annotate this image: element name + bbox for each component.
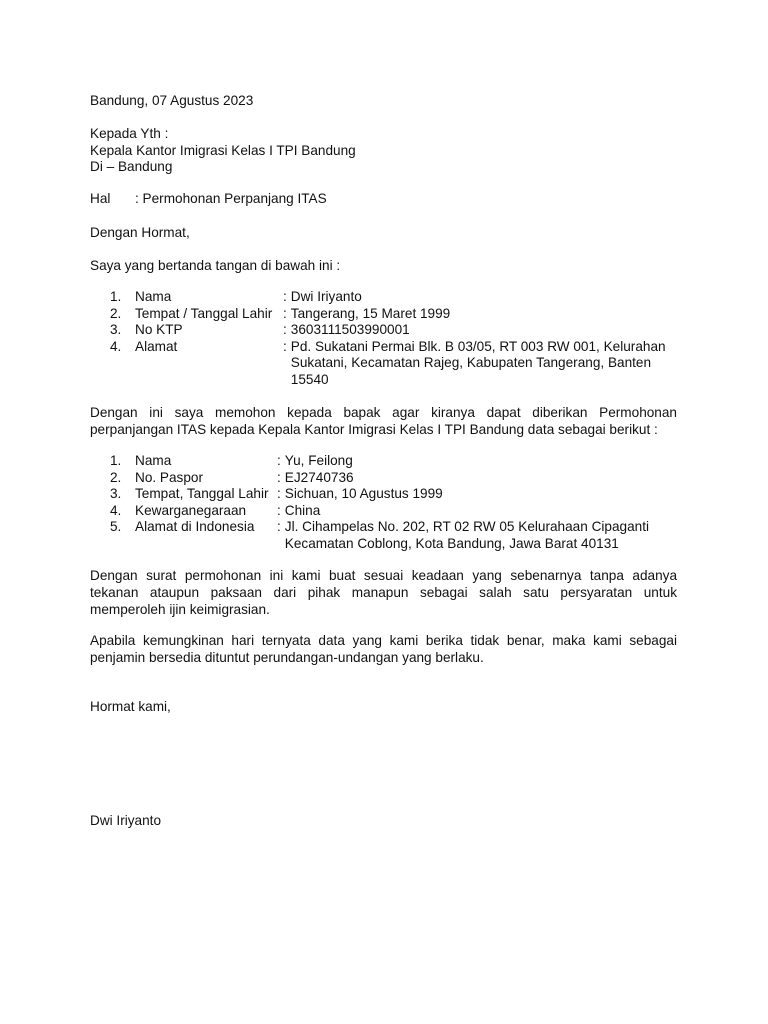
item-label: Alamat di Indonesia — [135, 519, 255, 535]
closing: Hormat kami, — [90, 699, 171, 714]
place-date: Bandung, 07 Agustus 2023 — [90, 93, 254, 108]
item-value: Dwi Iriyanto — [290, 289, 362, 304]
list-item — [110, 289, 680, 306]
recipient-location: Di – Bandung — [90, 159, 173, 174]
item-colon: : — [277, 519, 281, 535]
item-value: EJ2740736 — [284, 469, 354, 485]
item-number: 3. — [110, 486, 122, 502]
item-colon: : — [277, 502, 281, 518]
item-number: 4. — [110, 502, 122, 518]
item-colon: : — [283, 338, 287, 354]
list-item — [110, 339, 680, 389]
item-value: 3603111503990001 — [290, 322, 410, 338]
item-label: Tempat / Tanggal Lahir — [135, 305, 273, 321]
item-label: No KTP — [135, 322, 183, 338]
item-colon: : — [277, 469, 281, 485]
recipient-name: Kepala Kantor Imigrasi Kelas I TPI Bandung — [90, 143, 356, 158]
foreigner-list — [110, 453, 680, 553]
item-colon: : — [283, 289, 287, 304]
statement-paragraph: Dengan surat permohonan ini kami buat sesuai keadaan yang sebenarnya tanpa adanya tekanan ataupun paksaan dari pihak manapun sebagai salah satu persyaratan untuk memperoleh ijin keimigrasian. — [90, 568, 677, 617]
applicant-list — [110, 289, 680, 389]
item-label: No. Paspor — [135, 469, 204, 485]
request-paragraph: Dengan ini saya memohon kepada bapak agar kiranya dapat diberikan Permohonan perpanjangan ITAS kepada Kepala Kantor Imigrasi Kelas I TPI Bandung data sebagai berikut : — [90, 405, 677, 437]
item-colon: : — [277, 486, 281, 502]
guarantee-paragraph: Apabila kemungkinan hari ternyata data yang kami berika tidak benar, maka kami sebagai penjamin bersedia dituntut perundangan-undangan yang berlaku. — [90, 633, 677, 665]
list-item — [110, 519, 680, 552]
list-item — [110, 306, 680, 323]
item-value: Tangerang, 15 Maret 1999 — [290, 305, 451, 321]
greeting: Dengan Hormat, — [90, 225, 190, 240]
list-item — [110, 453, 680, 470]
item-value: Pd. Sukatani Permai Blk. B 03/05, RT 003 RW 001, Kelurahan Sukatani, Kecamatan Rajeg, Kabupaten Tangerang, Banten 15540 — [290, 338, 666, 387]
item-number: 4. — [110, 338, 122, 354]
item-value: Jl. Cihampelas No. 202, RT 02 RW 05 Kelurahaan Cipaganti Kecamatan Coblong, Kota Bandung, Jawa Barat 40131 — [284, 519, 649, 551]
item-value: Sichuan, 10 Agustus 1999 — [284, 486, 443, 502]
item-number: 1. — [110, 453, 122, 468]
subject-value: : Permohonan Perpanjang ITAS — [135, 191, 327, 206]
item-number: 3. — [110, 322, 122, 338]
signatory-name: Dwi Iriyanto — [90, 813, 162, 828]
item-label: Alamat — [135, 338, 178, 354]
list-item — [110, 322, 680, 339]
item-label: Nama — [135, 453, 172, 468]
item-colon: : — [277, 453, 281, 468]
list-item — [110, 470, 680, 487]
item-value: Yu, Feilong — [284, 453, 353, 468]
item-number: 2. — [110, 469, 122, 485]
item-colon: : — [283, 305, 287, 321]
item-number: 5. — [110, 519, 122, 535]
item-label: Nama — [135, 289, 172, 304]
item-value: China — [284, 502, 321, 518]
item-number: 1. — [110, 289, 122, 304]
item-label: Tempat, Tanggal Lahir — [135, 486, 269, 502]
item-colon: : — [283, 322, 287, 338]
list-item — [110, 486, 680, 503]
item-label: Kewarganegaraan — [135, 502, 247, 518]
recipient-salutation: Kepada Yth : — [90, 126, 169, 141]
item-number: 2. — [110, 305, 122, 321]
subject-label: Hal — [90, 191, 111, 206]
intro-text: Saya yang bertanda tangan di bawah ini : — [90, 258, 341, 273]
list-item — [110, 503, 680, 520]
